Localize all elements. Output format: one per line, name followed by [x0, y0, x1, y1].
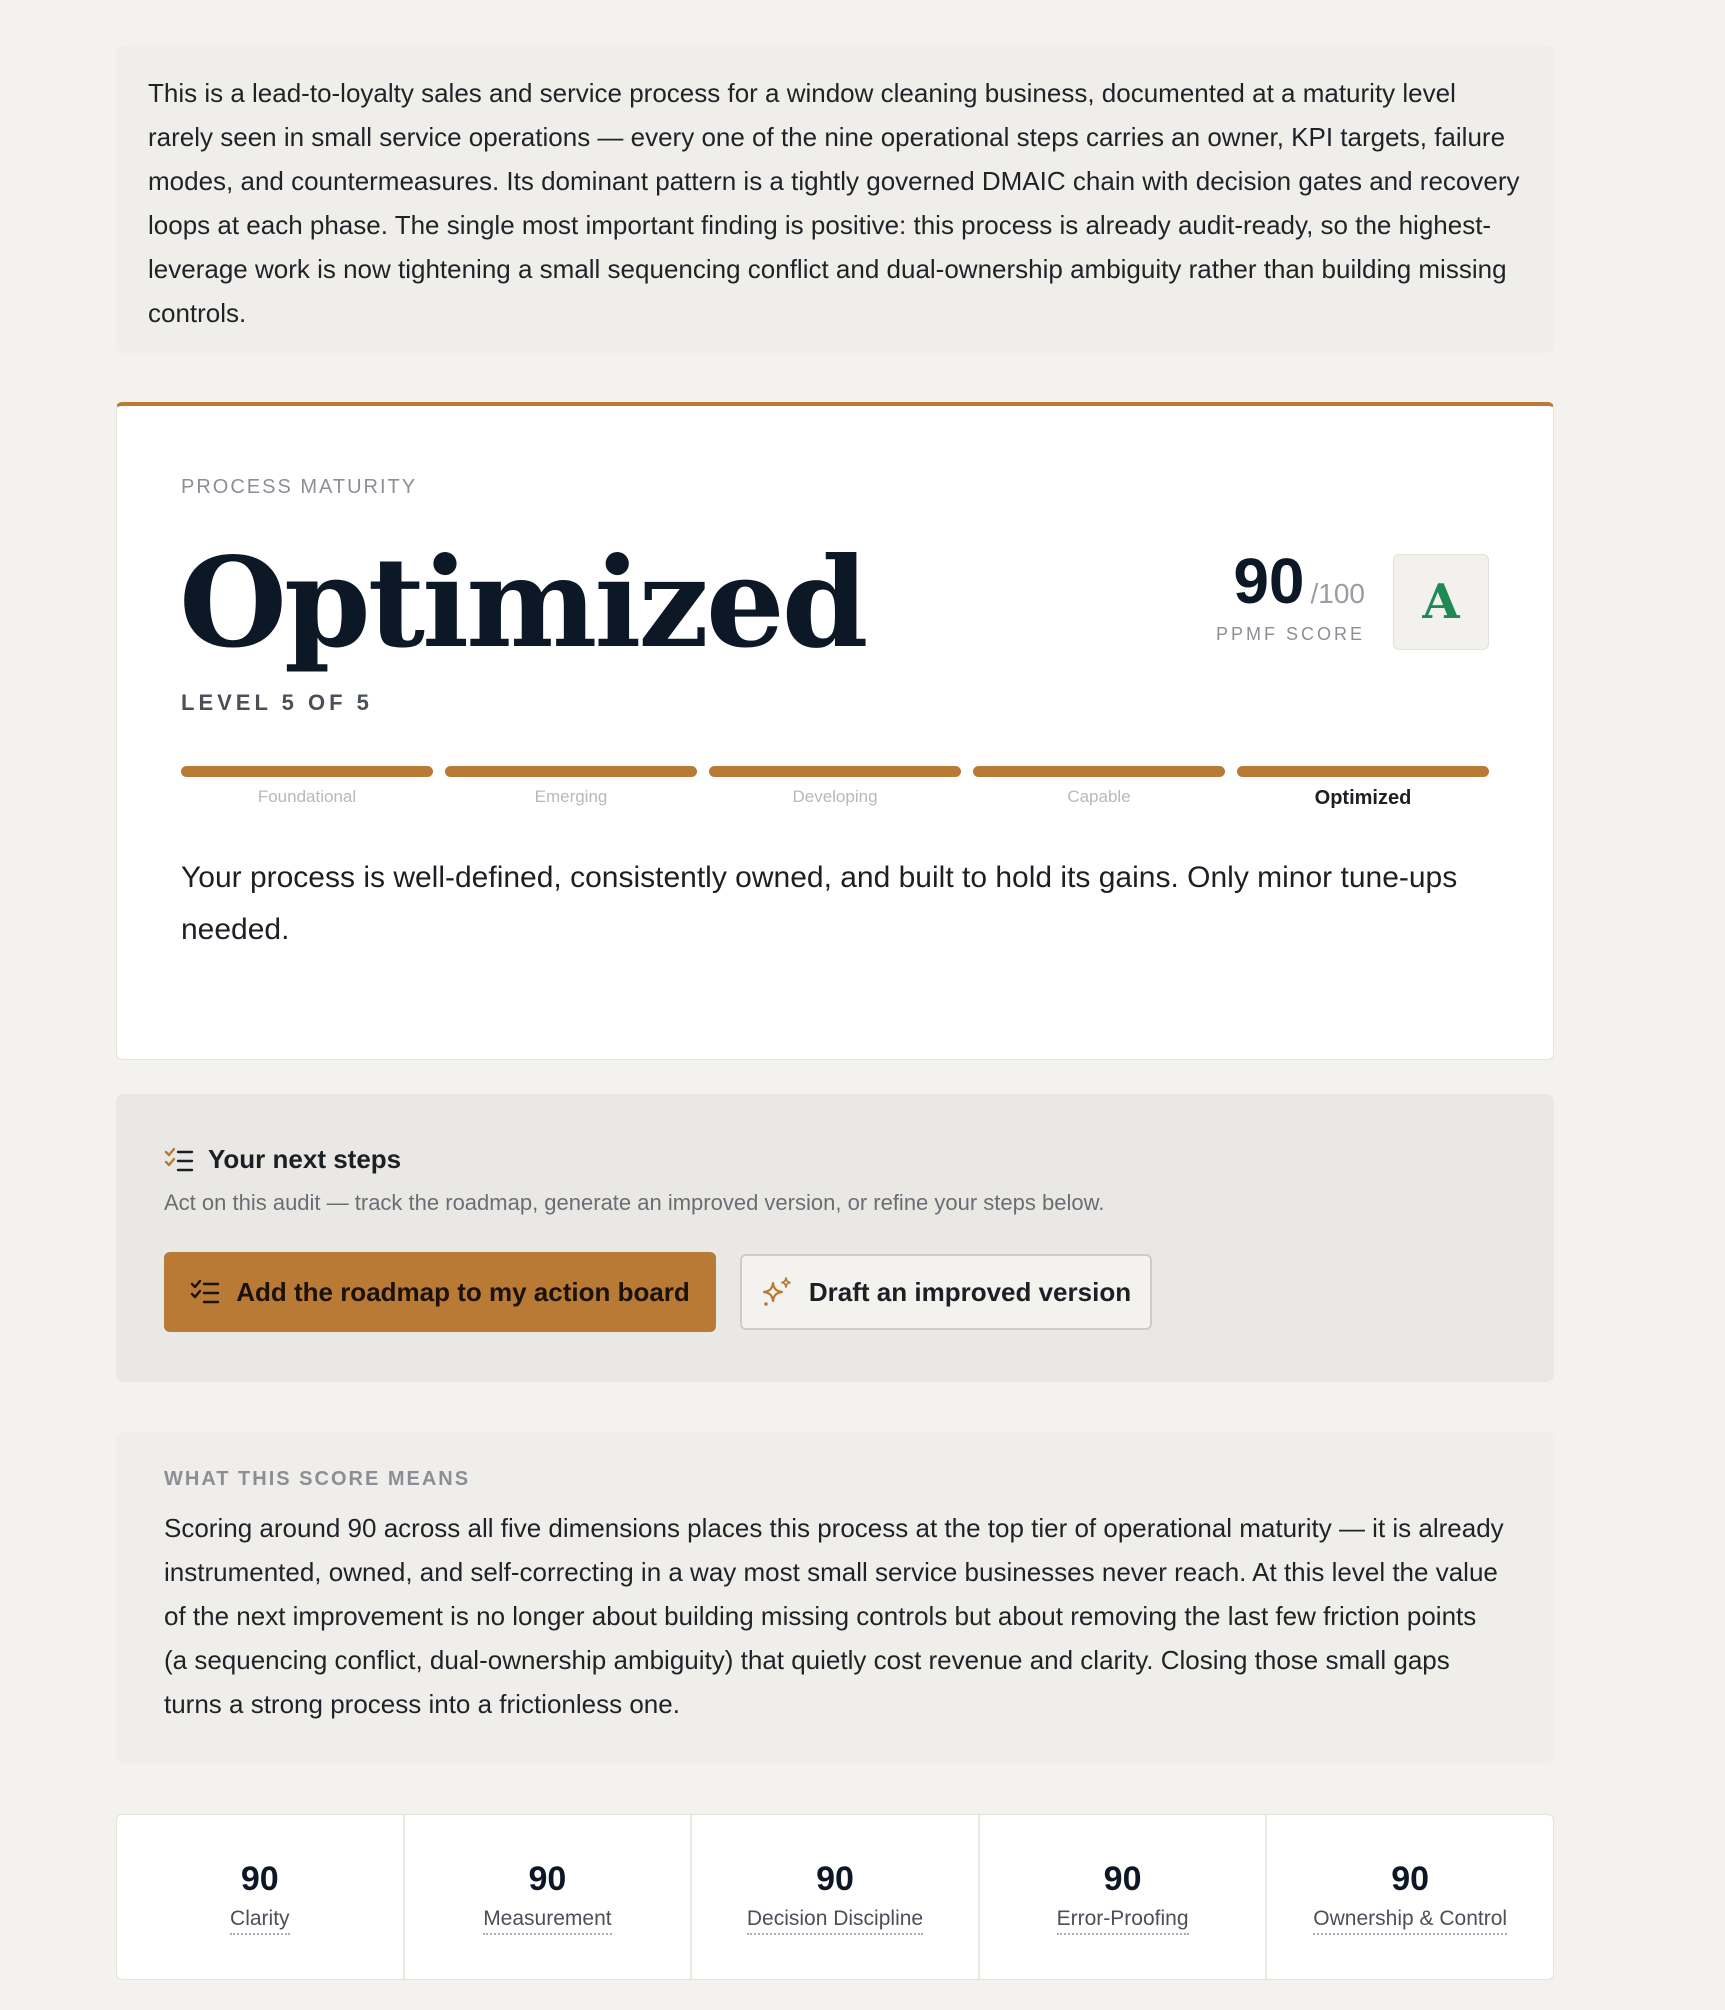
ppmf-score: [1216, 546, 1365, 645]
score-meaning-eyebrow: WHAT THIS SCORE MEANS: [164, 1468, 471, 1490]
level-step-optimized: [1237, 766, 1489, 810]
checklist-icon: [164, 1147, 194, 1173]
draft-improved-button[interactable]: [740, 1254, 1152, 1330]
score-meaning-panel: [116, 1432, 1554, 1764]
maturity-level-track: [181, 766, 1489, 810]
dimension-score: 90: [1103, 1859, 1142, 1898]
level-label: Optimized: [1314, 787, 1412, 809]
level-bar: [973, 766, 1225, 777]
dimension-clarity: [117, 1815, 405, 1979]
dimension-label[interactable]: Measurement: [483, 1907, 611, 1935]
dimension-error-proofing: [980, 1815, 1268, 1979]
dimension-label[interactable]: Ownership & Control: [1313, 1907, 1507, 1935]
level-label: Developing: [792, 787, 878, 806]
score-max: /100: [1310, 578, 1365, 609]
maturity-level-name: Optimized: [179, 531, 866, 676]
level-step-foundational: [181, 766, 433, 810]
maturity-level-of: LEVEL 5 OF 5: [181, 690, 373, 715]
dimension-scores: [116, 1814, 1554, 1980]
level-label: Capable: [1067, 787, 1131, 806]
dimension-ownership-control: [1267, 1815, 1553, 1979]
add-roadmap-label: Add the roadmap to my action board: [236, 1276, 690, 1307]
summary-text: This is a lead-to-loyalty sales and service process for a window cleaning business, documented at a maturity level rarely seen in small service operations — every one of the nine operational steps carries an owner, KPI targets, failure modes, and countermeasures. Its dominant pattern is a tightly governed DMAIC chain with decision gates and recovery loops at each phase. The single most important finding is positive: this process is already audit-ready, so the highest-leverage work is now tightening a small sequencing conflict and dual-ownership ambiguity rather than building missing controls.: [148, 78, 1520, 328]
dimension-measurement: [405, 1815, 693, 1979]
level-label: Emerging: [534, 787, 608, 806]
score-value: 90: [1233, 545, 1305, 617]
sparkles-icon: [761, 1276, 793, 1308]
level-step-emerging: [445, 766, 697, 810]
add-roadmap-button[interactable]: [164, 1252, 716, 1332]
dimension-decision-discipline: [692, 1815, 980, 1979]
dimension-label[interactable]: Decision Discipline: [747, 1907, 923, 1935]
level-step-developing: [709, 766, 961, 810]
level-bar: [445, 766, 697, 777]
next-steps-subtitle: Act on this audit — track the roadmap, generate an improved version, or refine your steps below.: [164, 1190, 1105, 1215]
dimension-score: 90: [240, 1859, 279, 1898]
next-steps-header: [164, 1144, 401, 1175]
dimension-score: 90: [528, 1859, 567, 1898]
maturity-eyebrow: PROCESS MATURITY: [181, 476, 418, 498]
dimension-label[interactable]: Error-Proofing: [1057, 1907, 1189, 1935]
dimension-label[interactable]: Clarity: [230, 1907, 290, 1935]
dimension-score: 90: [816, 1859, 854, 1898]
draft-improved-label: Draft an improved version: [808, 1276, 1132, 1307]
level-bar: [1237, 766, 1489, 777]
checklist-icon: [190, 1279, 220, 1305]
score-label: PPMF SCORE: [1215, 624, 1365, 644]
dimension-score: 90: [1391, 1859, 1430, 1898]
next-steps-title: Your next steps: [208, 1144, 402, 1174]
maturity-description: Your process is well-defined, consistently owned, and built to hold its gains. Only minor tune-ups needed.: [181, 861, 1458, 946]
level-bar: [181, 766, 433, 777]
grade-badge: A: [1393, 554, 1489, 650]
level-bar: [709, 766, 961, 777]
level-step-capable: [973, 766, 1225, 810]
level-label: Foundational: [257, 787, 357, 806]
next-steps-panel: [116, 1094, 1554, 1382]
score-meaning-text: Scoring around 90 across all five dimensions places this process at the top tier of operational maturity — it is already instrumented, owned, and self-correcting in a way most small service businesses never reach. At this level the value of the next improvement is no longer about building missing controls but about removing the last few friction points (a sequencing conflict, dual-ownership ambiguity) that quietly cost revenue and clarity. Closing those small gaps turns a strong process into a frictionless one.: [164, 1513, 1504, 1719]
executive-summary: [116, 45, 1554, 353]
maturity-card: [116, 402, 1554, 1060]
